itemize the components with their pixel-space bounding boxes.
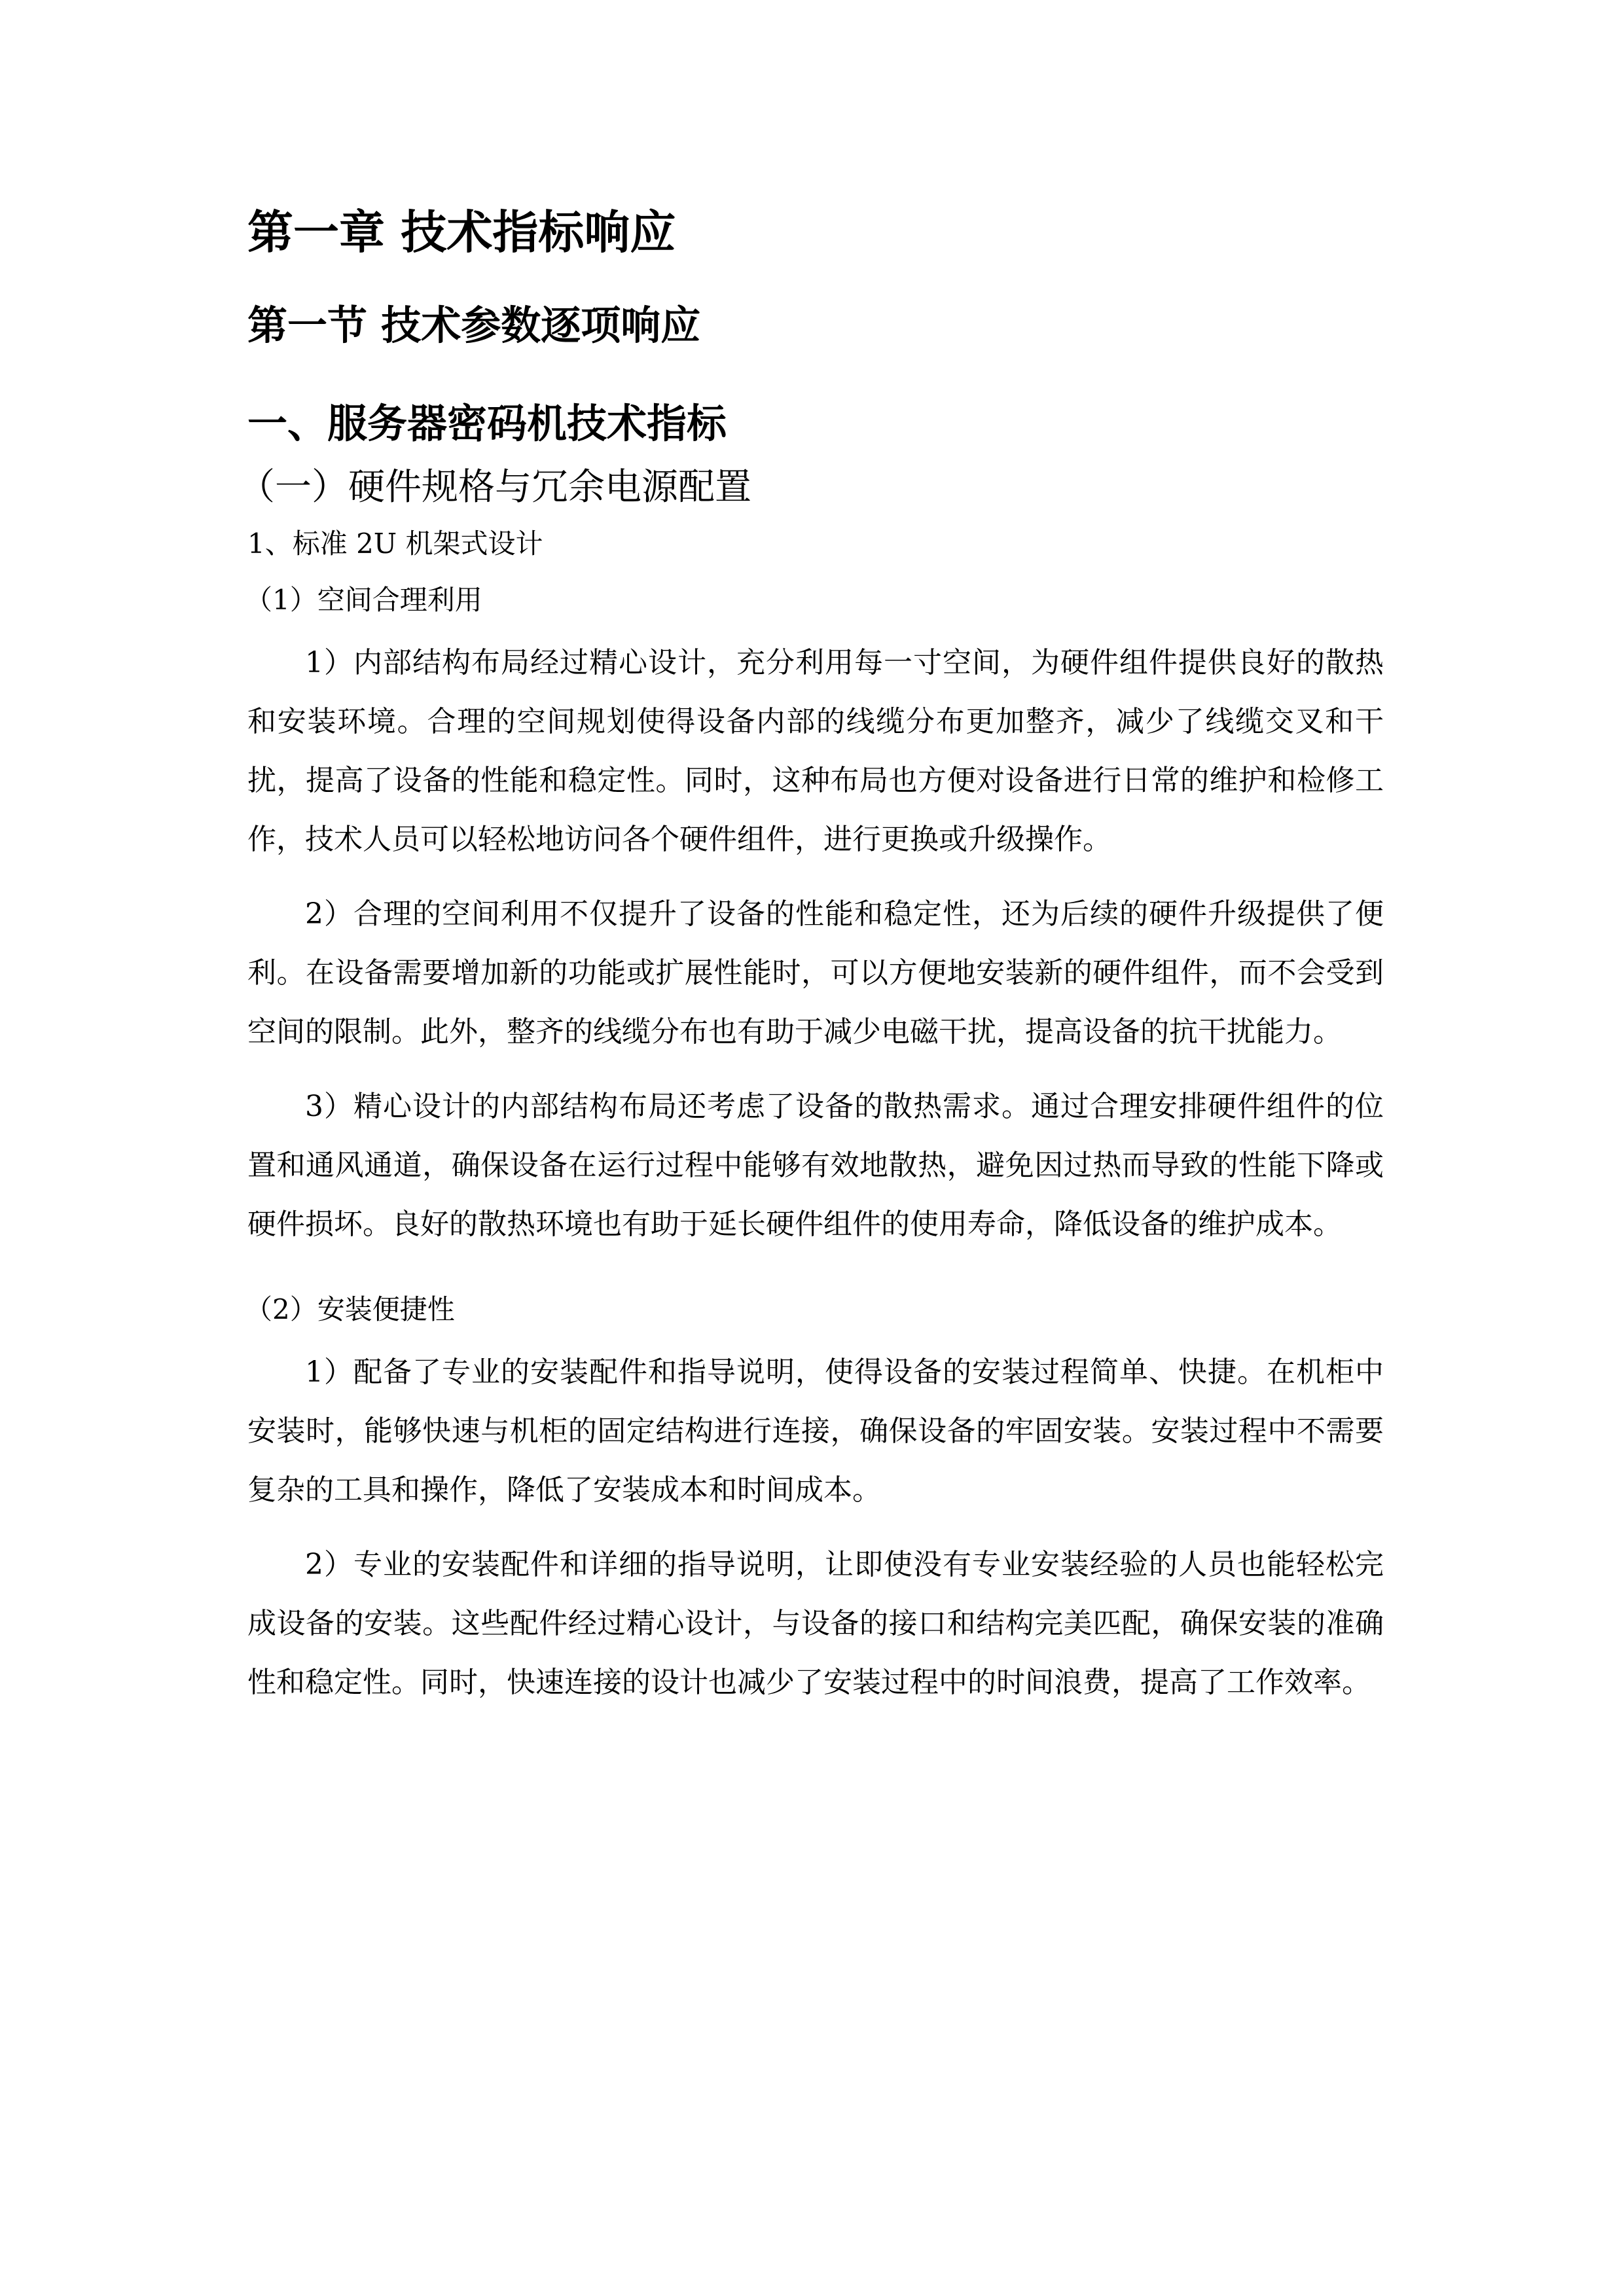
subsection-title: 一、服务器密码机技术指标 (247, 401, 727, 447)
paragraph: 3）精心设计的内部结构布局还考虑了设备的散热需求。通过合理安排硬件组件的位置和通风通道，确保设备在运行过程中能够有效地散热，避免因过热而导致的性能下降或硬件损坏。良好的散热环境也有助于延长硬件组件的使用寿命，降低设备的维护成本。 (247, 1090, 1384, 1241)
paragraph: 2）专业的安装配件和详细的指导说明，让即使没有专业安装经验的人员也能轻松完成设备的安装。这些配件经过精心设计，与设备的接口和结构完美匹配，确保安装的准确性和稳定性。同时，快速连接的设计也减少了安装过程中的时间浪费，提高了工作效率。 (247, 1548, 1384, 1699)
chapter-title: 第一章 技术指标响应 (247, 206, 676, 259)
block-heading-installation-convenience: （2）安装便捷性 (245, 1293, 455, 1325)
item-title: （一）硬件规格与冗余电源配置 (238, 466, 751, 509)
document-body (238, 196, 1384, 1728)
paragraph: 1）配备了专业的安装配件和指导说明，使得设备的安装过程简单、快捷。在机柜中安装时，能够快速与机柜的固定结构进行连接，确保设备的牢固安装。安装过程中不需要复杂的工具和操作，降低了安装成本和时间成本。 (247, 1355, 1384, 1507)
section-title: 第一节 技术参数逐项响应 (247, 302, 701, 349)
point-title: 1、标准 2U 机架式设计 (247, 528, 543, 560)
paragraph: 2）合理的空间利用不仅提升了设备的性能和稳定性，还为后续的硬件升级提供了便利。在设备需要增加新的功能或扩展性能时，可以方便地安装新的硬件组件，而不会受到空间的限制。此外，整齐的线缆分布也有助于减少电磁干扰，提高设备的抗干扰能力。 (247, 897, 1384, 1049)
block-heading-space-utilization: （1）空间合理利用 (245, 584, 482, 616)
paragraph: 1）内部结构布局经过精心设计，充分利用每一寸空间，为硬件组件提供良好的散热和安装环境。合理的空间规划使得设备内部的线缆分布更加整齐，减少了线缆交叉和干扰，提高了设备的性能和稳定性。同时，这种布局也方便对设备进行日常的维护和检修工作，技术人员可以轻松地访问各个硬件组件，进行更换或升级操作。 (247, 646, 1384, 856)
